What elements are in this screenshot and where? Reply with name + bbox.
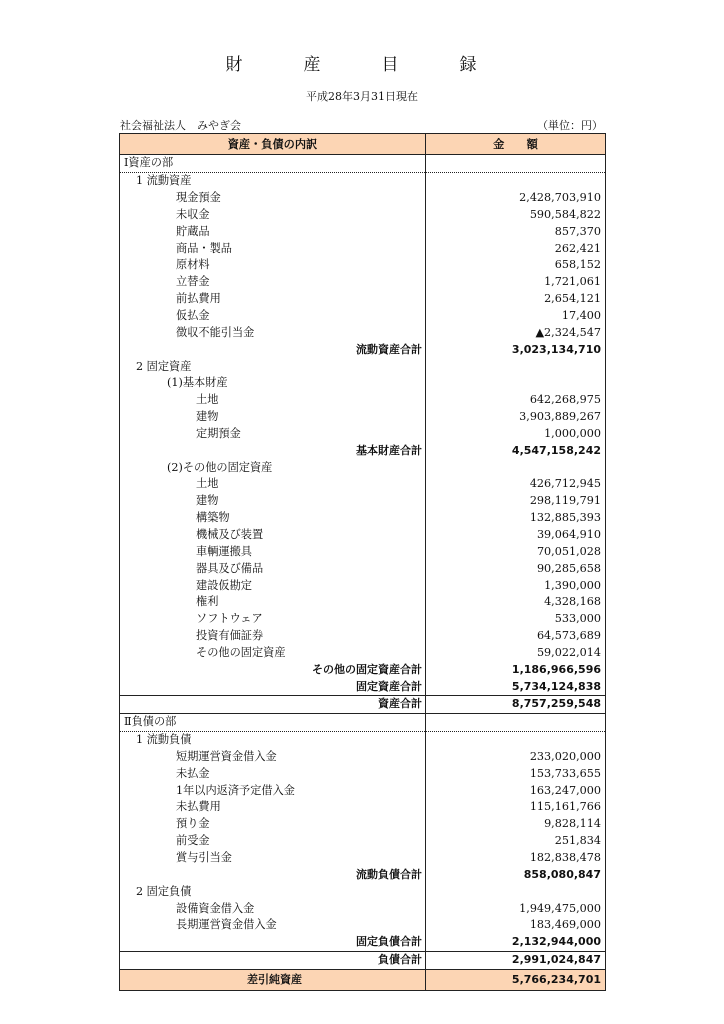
line-item-amount: 64,573,689 — [426, 628, 606, 645]
line-item-name: 建物 — [196, 494, 219, 508]
line-item-row — [120, 426, 606, 443]
line-item-amount: 4,328,168 — [426, 594, 606, 611]
subcategory-label: (2)その他の固定資産 — [167, 460, 273, 474]
line-item-row — [120, 207, 606, 224]
line-item-amount: 163,247,000 — [426, 782, 606, 799]
line-item-row — [120, 765, 606, 782]
line-item-name: 貯蔵品 — [176, 224, 210, 238]
section-label: Ⅱ負債の部 — [120, 713, 426, 731]
subtotal-amount: 5,734,124,838 — [426, 678, 606, 695]
line-item-row — [120, 291, 606, 308]
line-item-amount: 233,020,000 — [426, 749, 606, 766]
subtotal-amount: 4,547,158,242 — [426, 442, 606, 459]
line-item-name: 機械及び装置 — [196, 527, 264, 541]
line-item-amount: 9,828,114 — [426, 816, 606, 833]
line-item-row — [120, 543, 606, 560]
line-item-name: 立替金 — [176, 275, 210, 289]
net-assets-amount: 5,766,234,701 — [426, 969, 606, 990]
line-item-row — [120, 833, 606, 850]
line-item-row — [120, 476, 606, 493]
document-title: 財 産 目 録 — [225, 55, 499, 75]
subtotal-label: 流動負債合計 — [356, 867, 422, 881]
net-assets-row — [120, 969, 606, 990]
line-item-row — [120, 409, 606, 426]
line-item-name: 前受金 — [176, 834, 210, 848]
subtotal-label: 固定負債合計 — [356, 935, 422, 949]
line-item-amount: 17,400 — [426, 308, 606, 325]
line-item-row — [120, 510, 606, 527]
line-item-name: 投資有価証券 — [196, 629, 264, 643]
line-item-name: 土地 — [196, 393, 219, 407]
amount-column-header: 金 額 — [426, 134, 606, 155]
line-item-name: 賞与引当金 — [176, 851, 232, 865]
line-item-name: 権利 — [196, 595, 219, 609]
row-amount — [426, 358, 606, 375]
line-item-amount: 2,654,121 — [426, 291, 606, 308]
line-item-row — [120, 527, 606, 544]
line-item-name: 預り金 — [176, 817, 210, 831]
line-item-row — [120, 611, 606, 628]
subtotal-amount: 858,080,847 — [426, 866, 606, 883]
line-item-name: 設備資金借入金 — [176, 901, 255, 915]
line-item-amount: 115,161,766 — [426, 799, 606, 816]
row-amount — [426, 713, 606, 731]
line-item-amount: 658,152 — [426, 257, 606, 274]
item-column-header: 資産・負債の内訳 — [120, 134, 426, 155]
section-label: Ⅰ資産の部 — [120, 155, 426, 173]
line-item-name: 原材料 — [176, 258, 210, 272]
line-item-amount: 39,064,910 — [426, 527, 606, 544]
subtotal-label: 固定資産合計 — [356, 679, 422, 693]
line-item-name: 前払費用 — [176, 292, 221, 306]
liabilities-section-row — [120, 713, 606, 731]
assets-total-row — [120, 696, 606, 714]
category-row — [120, 883, 606, 900]
net-assets-label: 差引純資産 — [120, 969, 426, 990]
row-amount — [426, 155, 606, 173]
line-item-name: 未払費用 — [176, 800, 221, 814]
unit-label: （単位：円） — [537, 119, 603, 132]
other-fixed-assets-total-row — [120, 661, 606, 678]
category-label: 1 流動負債 — [136, 733, 192, 747]
line-item-amount: ▲2,324,547 — [426, 324, 606, 341]
line-item-amount: 533,000 — [426, 611, 606, 628]
row-amount — [426, 459, 606, 476]
line-item-amount: 1,390,000 — [426, 577, 606, 594]
line-item-row — [120, 749, 606, 766]
line-item-row — [120, 257, 606, 274]
fixed-liabilities-total-row — [120, 934, 606, 951]
row-amount — [426, 172, 606, 189]
subcategory-row — [120, 375, 606, 392]
line-item-row — [120, 392, 606, 409]
current-liabilities-total-row — [120, 866, 606, 883]
as-of-date: 平成28年3月31日現在 — [306, 90, 418, 103]
line-item-name: 長期運営資金借入金 — [176, 918, 277, 932]
line-item-row — [120, 223, 606, 240]
row-amount — [426, 731, 606, 748]
subtotal-label: 流動資産合計 — [356, 342, 422, 356]
liabilities-total-row — [120, 951, 606, 969]
assets-section-row — [120, 155, 606, 173]
line-item-row — [120, 594, 606, 611]
subcategory-row — [120, 459, 606, 476]
line-item-amount: 2,428,703,910 — [426, 190, 606, 207]
table-header-row — [120, 134, 606, 155]
row-amount — [426, 883, 606, 900]
line-item-amount: 153,733,655 — [426, 765, 606, 782]
total-amount: 2,991,024,847 — [426, 951, 606, 969]
line-item-name: 未払金 — [176, 766, 210, 780]
line-item-name: 短期運営資金借入金 — [176, 749, 277, 763]
line-item-amount: 590,584,822 — [426, 207, 606, 224]
line-item-amount: 1,000,000 — [426, 426, 606, 443]
line-item-amount: 251,834 — [426, 833, 606, 850]
line-item-row — [120, 917, 606, 934]
subtotal-label: 基本財産合計 — [356, 443, 422, 457]
line-item-name: 器具及び備品 — [196, 561, 264, 575]
line-item-amount: 1,949,475,000 — [426, 900, 606, 917]
category-label: 2 固定負債 — [136, 884, 192, 898]
line-item-amount: 298,119,791 — [426, 493, 606, 510]
category-row — [120, 172, 606, 189]
line-item-name: 仮払金 — [176, 309, 210, 323]
total-amount: 8,757,259,548 — [426, 696, 606, 714]
line-item-row — [120, 577, 606, 594]
total-label: 資産合計 — [120, 696, 426, 714]
line-item-row — [120, 240, 606, 257]
subtotal-amount: 2,132,944,000 — [426, 934, 606, 951]
basic-property-total-row — [120, 442, 606, 459]
organization-name: 社会福祉法人 みやぎ会 — [120, 119, 241, 132]
line-item-amount: 182,838,478 — [426, 850, 606, 867]
line-item-name: その他の固定資産 — [196, 645, 286, 659]
line-item-row — [120, 493, 606, 510]
line-item-row — [120, 900, 606, 917]
line-item-amount: 642,268,975 — [426, 392, 606, 409]
line-item-row — [120, 816, 606, 833]
line-item-name: 1年以内返済予定借入金 — [176, 783, 295, 797]
line-item-row — [120, 560, 606, 577]
line-item-name: 構築物 — [196, 511, 230, 525]
total-label: 負債合計 — [120, 951, 426, 969]
subcategory-label: (1)基本財産 — [167, 376, 228, 390]
line-item-name: 建設仮勘定 — [196, 578, 252, 592]
line-item-name: 商品・製品 — [176, 241, 232, 255]
line-item-name: 車輌運搬具 — [196, 544, 252, 558]
property-inventory-table — [119, 133, 606, 991]
line-item-name: 定期預金 — [196, 426, 241, 440]
line-item-name: 現金預金 — [176, 191, 221, 205]
line-item-row — [120, 644, 606, 661]
category-row — [120, 358, 606, 375]
line-item-row — [120, 308, 606, 325]
line-item-row — [120, 799, 606, 816]
row-amount — [426, 375, 606, 392]
line-item-amount: 183,469,000 — [426, 917, 606, 934]
line-item-amount: 90,285,658 — [426, 560, 606, 577]
line-item-row — [120, 190, 606, 207]
fixed-assets-total-row — [120, 678, 606, 695]
line-item-name: 未収金 — [176, 207, 210, 221]
line-item-amount: 3,903,889,267 — [426, 409, 606, 426]
subtotal-label: その他の固定資産合計 — [312, 662, 422, 676]
category-label: 2 固定資産 — [136, 359, 192, 373]
subtotal-amount: 1,186,966,596 — [426, 661, 606, 678]
line-item-row — [120, 782, 606, 799]
category-row — [120, 731, 606, 748]
line-item-row — [120, 628, 606, 645]
line-item-amount: 132,885,393 — [426, 510, 606, 527]
line-item-name: 徴収不能引当金 — [176, 325, 255, 339]
line-item-name: 土地 — [196, 477, 219, 491]
line-item-row — [120, 274, 606, 291]
line-item-amount: 70,051,028 — [426, 543, 606, 560]
line-item-amount: 262,421 — [426, 240, 606, 257]
line-item-amount: 857,370 — [426, 223, 606, 240]
line-item-amount: 426,712,945 — [426, 476, 606, 493]
line-item-name: 建物 — [196, 410, 219, 424]
subtotal-amount: 3,023,134,710 — [426, 341, 606, 358]
line-item-amount: 59,022,014 — [426, 644, 606, 661]
line-item-row — [120, 324, 606, 341]
line-item-name: ソフトウェア — [196, 612, 263, 626]
line-item-amount: 1,721,061 — [426, 274, 606, 291]
category-label: 1 流動資産 — [136, 174, 192, 188]
line-item-row — [120, 850, 606, 867]
current-assets-total-row — [120, 341, 606, 358]
